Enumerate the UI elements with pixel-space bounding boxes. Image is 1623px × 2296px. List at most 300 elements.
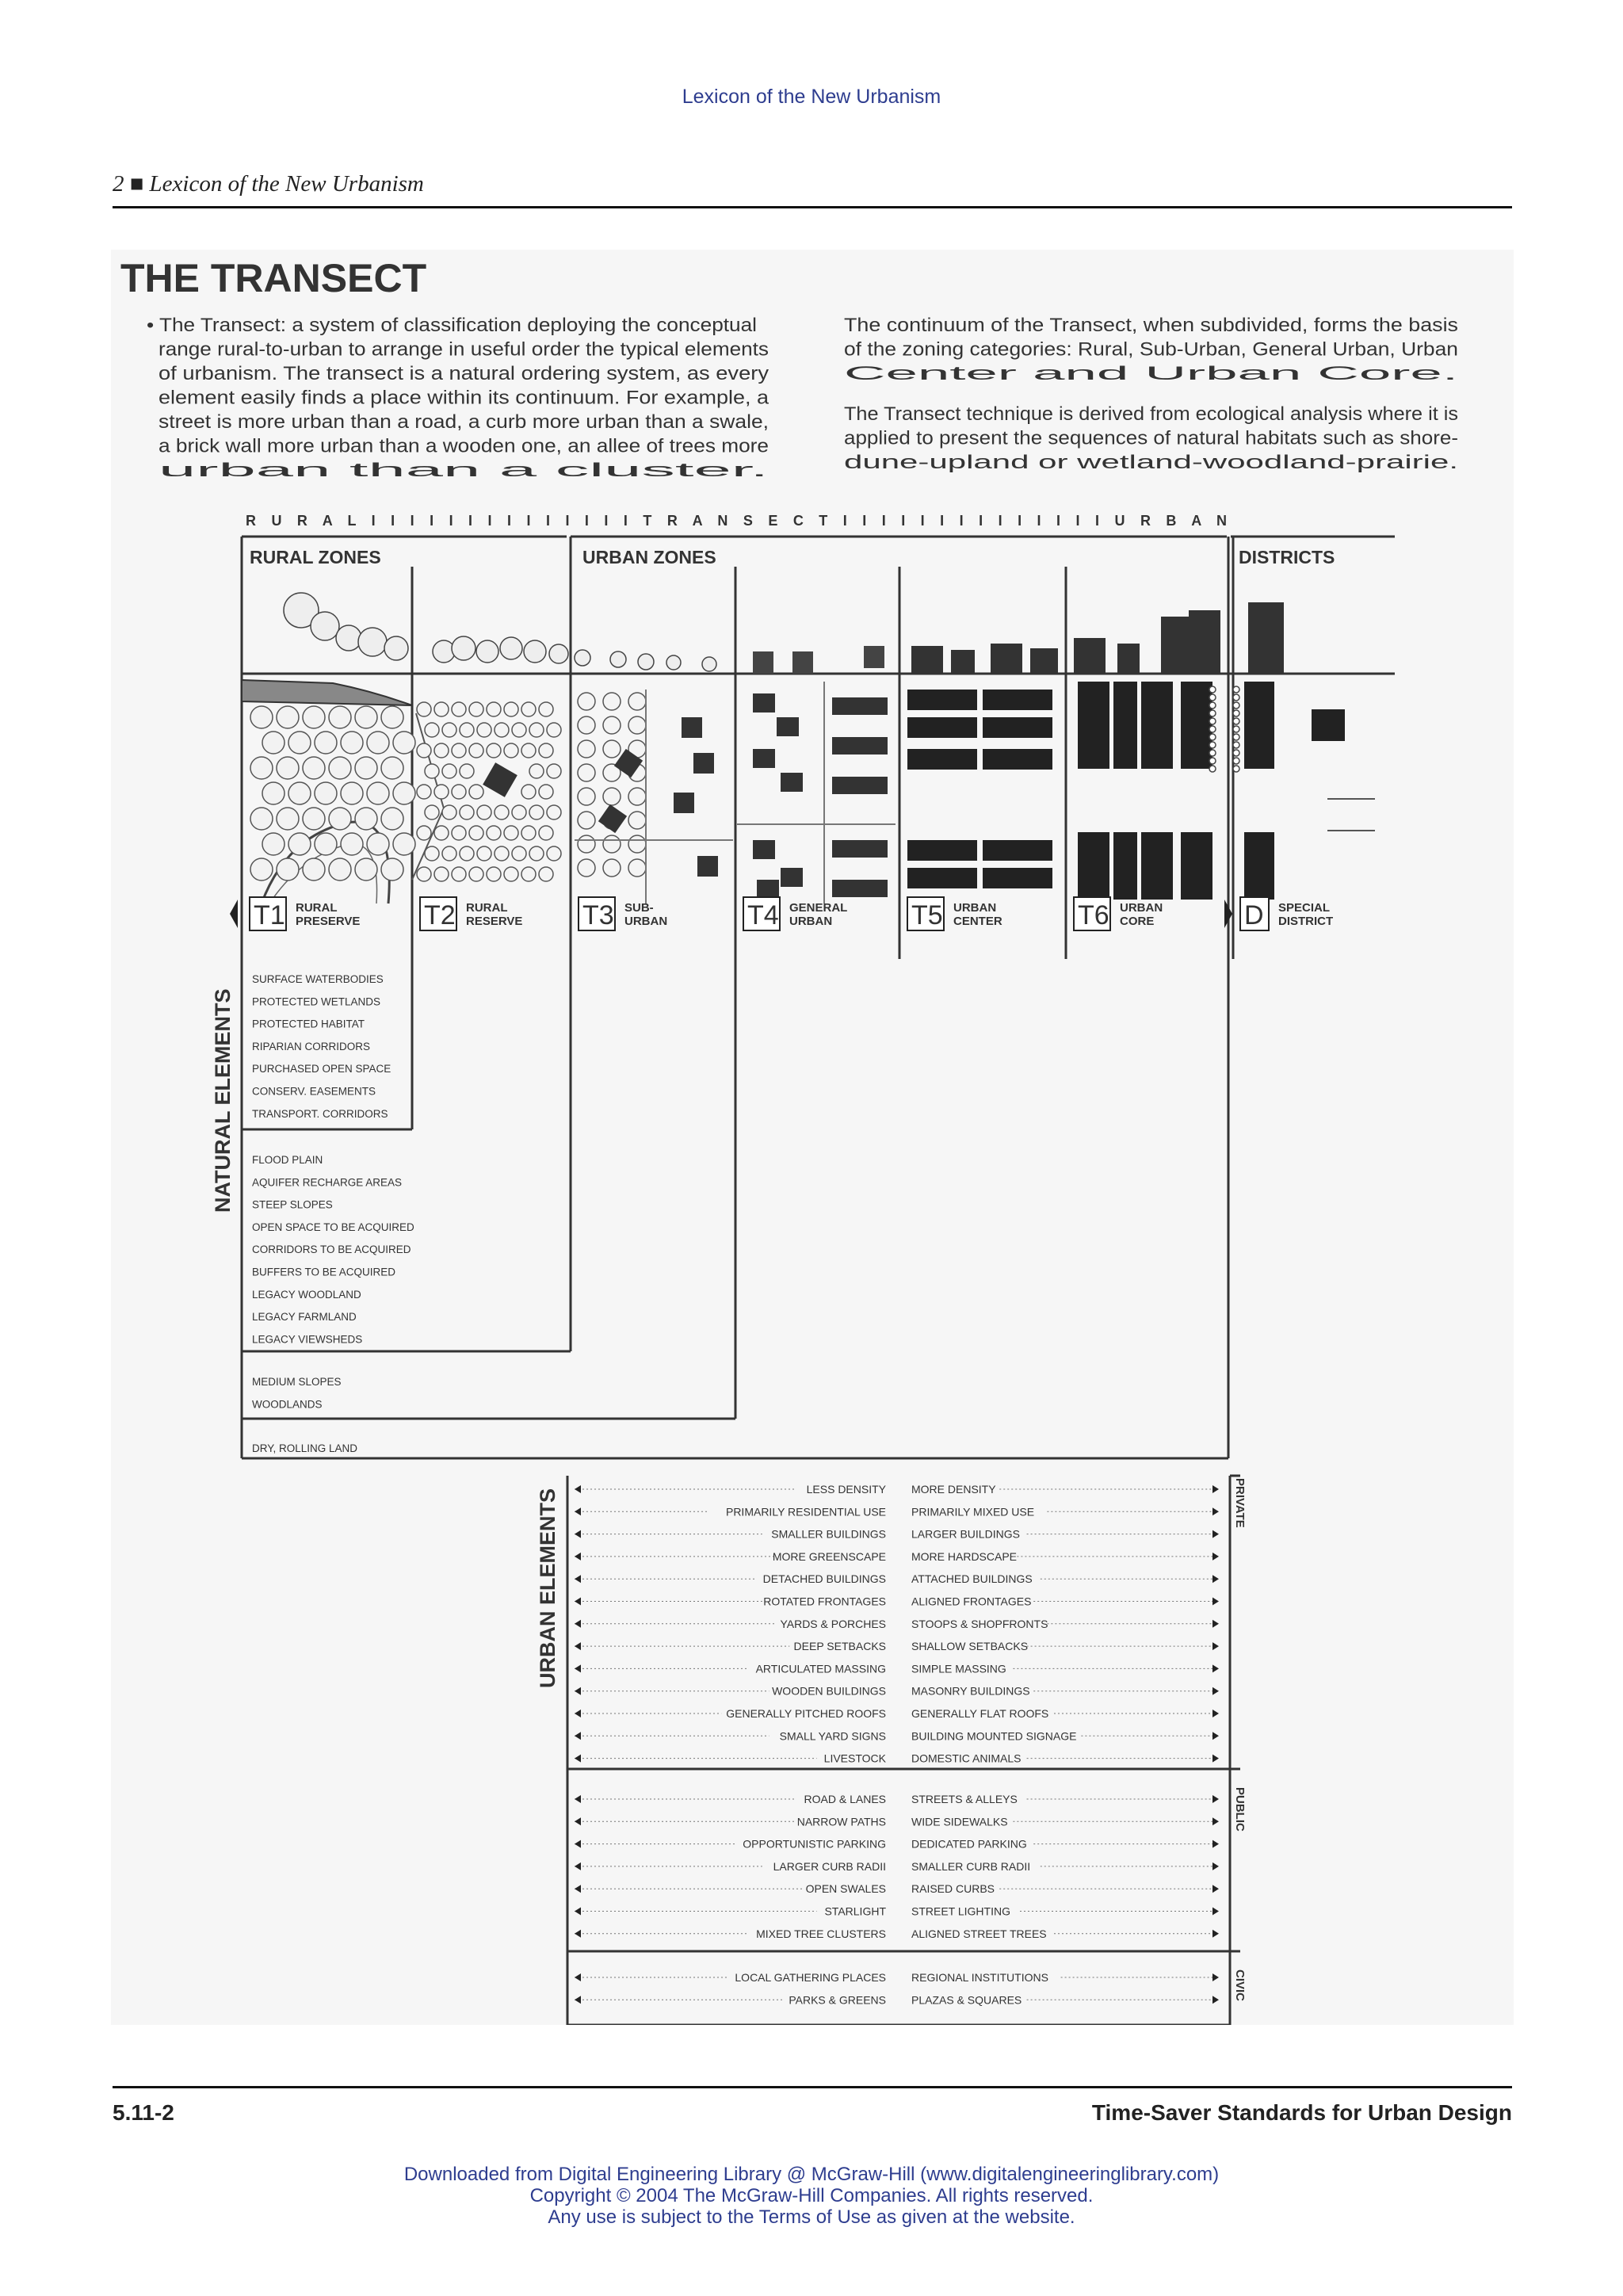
street-tree bbox=[1209, 766, 1216, 772]
natural-element-item: PROTECTED WETLANDS bbox=[252, 995, 381, 1008]
natural-element-item: LEGACY VIEWSHEDS bbox=[252, 1333, 363, 1346]
reserve-tree bbox=[434, 743, 449, 758]
arrow-left-mark bbox=[575, 1530, 581, 1538]
download-notice bbox=[0, 2164, 1623, 2228]
suburban-tree bbox=[578, 740, 595, 758]
arrow-left-mark bbox=[575, 1840, 581, 1848]
arrow-right-mark bbox=[1212, 1996, 1219, 2004]
reserve-tree bbox=[469, 826, 483, 840]
reserve-tree bbox=[434, 867, 449, 881]
urban-element-rural-side: WOODEN BUILDINGS bbox=[772, 1684, 886, 1698]
transect-diagram bbox=[111, 250, 1514, 2025]
arrow-left-mark bbox=[575, 1553, 581, 1561]
zone-code: T5 bbox=[911, 900, 943, 930]
rural-tree bbox=[303, 706, 325, 728]
street-tree bbox=[1209, 718, 1216, 724]
suburban-tree bbox=[628, 835, 646, 853]
reserve-tree bbox=[512, 805, 526, 819]
arrow-left-mark bbox=[575, 1664, 581, 1672]
rural-tree bbox=[250, 706, 273, 728]
reserve-tree bbox=[504, 743, 518, 758]
core-building bbox=[1141, 682, 1173, 769]
urban-element-urban-side: PRIMARILY MIXED USE bbox=[911, 1505, 1035, 1519]
natural-element-item: CONSERV. EASEMENTS bbox=[252, 1085, 376, 1098]
arrow-left-mark bbox=[575, 1710, 581, 1717]
natural-element-item: PROTECTED HABITAT bbox=[252, 1018, 365, 1030]
reserve-tree bbox=[460, 805, 474, 819]
urban-block bbox=[907, 868, 977, 888]
arrow-left-mark bbox=[575, 1755, 581, 1763]
rowhouse bbox=[832, 777, 888, 794]
urban-element-rural-side: DETACHED BUILDINGS bbox=[762, 1572, 886, 1586]
reserve-tree bbox=[425, 723, 439, 737]
reserve-tree bbox=[521, 743, 536, 758]
urban-element-rural-side: SMALL YARD SIGNS bbox=[779, 1729, 886, 1743]
suburban-house bbox=[697, 856, 718, 877]
rural-tree bbox=[277, 757, 299, 779]
urban-element-rural-side: PRIMARILY RESIDENTIAL USE bbox=[725, 1505, 886, 1519]
rural-tree bbox=[262, 732, 285, 754]
rural-tree bbox=[250, 808, 273, 830]
urban-element-urban-side: MORE DENSITY bbox=[911, 1483, 996, 1496]
natural-element-item: CORRIDORS TO BE ACQUIRED bbox=[252, 1244, 411, 1256]
urban-block bbox=[983, 749, 1052, 770]
intro-left-line: a brick wall more urban than a wooden one, an allee of trees more bbox=[158, 435, 769, 457]
rural-tree bbox=[355, 858, 377, 881]
zone-name: SUB- bbox=[624, 901, 654, 915]
farmhouse bbox=[483, 762, 517, 797]
reserve-tree bbox=[417, 867, 431, 881]
group-urban-zones: URBAN ZONES bbox=[582, 547, 716, 567]
rural-tree bbox=[393, 732, 415, 754]
urban-element-urban-side: ATTACHED BUILDINGS bbox=[911, 1572, 1033, 1586]
suburban-tree bbox=[578, 693, 595, 710]
core-skyline bbox=[1161, 617, 1189, 674]
urban-element-urban-side: MORE HARDSCAPE bbox=[911, 1549, 1018, 1563]
arrow-left-mark bbox=[575, 1507, 581, 1515]
reserve-tree bbox=[477, 805, 491, 819]
reserve-tree bbox=[487, 826, 501, 840]
rural-tree bbox=[277, 858, 299, 881]
urban-block bbox=[983, 690, 1052, 710]
suburban-tree bbox=[628, 693, 646, 710]
arrow-left-mark bbox=[575, 1862, 581, 1870]
street-tree bbox=[1209, 694, 1216, 701]
townhouse bbox=[757, 880, 779, 899]
townhouse bbox=[777, 717, 799, 736]
reserve-tree bbox=[460, 846, 474, 861]
reserve-tree bbox=[442, 846, 456, 861]
skyline-tree bbox=[549, 644, 568, 663]
reserve-tree bbox=[434, 785, 449, 799]
reserve-tree bbox=[495, 723, 509, 737]
suburban-house bbox=[674, 793, 694, 813]
urban-element-urban-side: SIMPLE MASSING bbox=[911, 1662, 1006, 1675]
zone-code: T1 bbox=[254, 900, 285, 930]
skyline-tree bbox=[702, 657, 716, 671]
skyline-tree bbox=[358, 628, 387, 656]
urban-element-rural-side: ROAD & LANES bbox=[804, 1793, 886, 1805]
reserve-tree bbox=[460, 723, 474, 737]
reserve-tree bbox=[469, 743, 483, 758]
suburban-tree bbox=[628, 788, 646, 805]
urban-element-urban-side: RAISED CURBS bbox=[911, 1882, 995, 1896]
rural-tree bbox=[329, 858, 351, 881]
page-number: 5.11-2 bbox=[113, 2100, 174, 2125]
natural-element-item: SURFACE WATERBODIES bbox=[252, 973, 384, 985]
public-label: PUBLIC bbox=[1233, 1787, 1247, 1832]
reserve-tree bbox=[487, 743, 501, 758]
arrow-left-mark bbox=[575, 1732, 581, 1740]
reserve-tree bbox=[417, 826, 431, 840]
urban-block bbox=[907, 840, 977, 861]
rural-tree bbox=[262, 833, 285, 855]
arrow-right-mark bbox=[1212, 1485, 1219, 1493]
intro-right-line: Center and Urban Core. bbox=[844, 363, 1458, 384]
street-tree bbox=[1233, 694, 1239, 701]
street-tree bbox=[1209, 758, 1216, 764]
reserve-tree bbox=[487, 702, 501, 716]
reserve-tree bbox=[529, 805, 544, 819]
skyline-tree bbox=[666, 655, 681, 670]
urban-block bbox=[983, 840, 1052, 861]
urban-block bbox=[907, 717, 977, 738]
intro-right-line: The continuum of the Transect, when subdivided, forms the basis bbox=[844, 315, 1458, 336]
skyline-tree bbox=[575, 650, 590, 666]
natural-element-item: OPEN SPACE TO BE ACQUIRED bbox=[252, 1221, 414, 1233]
rural-tree bbox=[262, 782, 285, 804]
civic-label: CIVIC bbox=[1233, 1969, 1247, 2002]
street-tree bbox=[1209, 734, 1216, 740]
reserve-tree bbox=[512, 723, 526, 737]
urban-block bbox=[983, 717, 1052, 738]
urban-element-rural-side: YARDS & PORCHES bbox=[780, 1617, 886, 1630]
rowhouse bbox=[832, 840, 888, 858]
urban-element-rural-side: LESS DENSITY bbox=[806, 1483, 886, 1496]
street-tree bbox=[1233, 750, 1239, 756]
urban-element-rural-side: SMALLER BUILDINGS bbox=[771, 1527, 886, 1541]
reserve-tree bbox=[487, 867, 501, 881]
arrow-right-mark bbox=[1212, 1553, 1219, 1561]
zone-code: T3 bbox=[582, 900, 614, 930]
natural-element-item: AQUIFER RECHARGE AREAS bbox=[252, 1176, 403, 1189]
reserve-tree bbox=[521, 785, 536, 799]
core-building bbox=[1113, 682, 1137, 769]
natural-elements-label: NATURAL ELEMENTS bbox=[211, 988, 235, 1213]
reserve-tree bbox=[425, 805, 439, 819]
reserve-tree bbox=[477, 723, 491, 737]
arrow-left-mark bbox=[575, 1687, 581, 1695]
arrow-right-mark bbox=[1212, 1642, 1219, 1650]
reserve-tree bbox=[539, 867, 553, 881]
district-building bbox=[1244, 682, 1274, 769]
core-building bbox=[1078, 832, 1109, 900]
arrow-left-mark bbox=[575, 1485, 581, 1493]
zone-code: T2 bbox=[424, 900, 456, 930]
reserve-tree bbox=[539, 785, 553, 799]
skyline-tree bbox=[610, 651, 626, 667]
skyline-building bbox=[1030, 648, 1058, 674]
arrow-right-mark bbox=[1212, 1908, 1219, 1916]
urban-element-rural-side: MORE GREENSCAPE bbox=[772, 1549, 886, 1563]
urban-element-urban-side: DOMESTIC ANIMALS bbox=[911, 1752, 1022, 1765]
urban-element-rural-side: GENERALLY PITCHED ROOFS bbox=[726, 1707, 886, 1720]
district-building bbox=[1244, 832, 1274, 900]
natural-element-item: LEGACY WOODLAND bbox=[252, 1288, 361, 1301]
suburban-house bbox=[693, 753, 714, 774]
rowhouse bbox=[832, 737, 888, 755]
urban-element-rural-side: LARGER CURB RADII bbox=[773, 1859, 886, 1873]
natural-element-item: MEDIUM SLOPES bbox=[252, 1376, 342, 1388]
rural-tree bbox=[315, 782, 337, 804]
reserve-tree bbox=[529, 846, 544, 861]
arrow-right-mark bbox=[1212, 1862, 1219, 1870]
arrow-right-mark bbox=[1212, 1930, 1219, 1938]
reserve-tree bbox=[469, 867, 483, 881]
suburban-tree bbox=[578, 716, 595, 734]
urban-element-urban-side: STREETS & ALLEYS bbox=[911, 1793, 1018, 1805]
suburban-tree bbox=[603, 859, 621, 877]
reserve-tree bbox=[452, 702, 466, 716]
arrow-left-mark bbox=[575, 1885, 581, 1893]
core-skyline bbox=[1074, 638, 1106, 674]
intro-left-line: of urbanism. The transect is a natural ordering system, as every bbox=[158, 363, 769, 384]
urban-block bbox=[907, 690, 977, 710]
copyright-line: Copyright © 2004 The McGraw-Hill Companies. All rights reserved. bbox=[529, 2185, 1094, 2206]
rural-tree bbox=[367, 732, 389, 754]
rowhouse bbox=[832, 880, 888, 897]
rural-tree bbox=[341, 833, 363, 855]
rural-tree bbox=[329, 757, 351, 779]
reserve-tree bbox=[452, 743, 466, 758]
rural-tree bbox=[315, 732, 337, 754]
urban-element-rural-side: STARLIGHT bbox=[824, 1904, 886, 1918]
suburban-tree bbox=[603, 740, 621, 758]
arrow-right-mark bbox=[1212, 1598, 1219, 1606]
rural-tree bbox=[277, 706, 299, 728]
urban-element-urban-side: PLAZAS & SQUARES bbox=[911, 1993, 1022, 2007]
street-tree bbox=[1233, 742, 1239, 748]
rural-tree bbox=[303, 858, 325, 881]
core-skyline bbox=[1189, 610, 1220, 674]
zone-code: D bbox=[1244, 900, 1264, 930]
arrow-right-mark bbox=[1212, 1507, 1219, 1515]
skyline-building bbox=[911, 646, 943, 674]
reserve-tree bbox=[469, 702, 483, 716]
reserve-tree bbox=[425, 846, 439, 861]
zone-code: T4 bbox=[747, 900, 779, 930]
water-edge bbox=[242, 680, 412, 705]
reserve-tree bbox=[521, 826, 536, 840]
natural-element-item: PURCHASED OPEN SPACE bbox=[252, 1063, 391, 1075]
rural-tree bbox=[381, 858, 403, 881]
reserve-tree bbox=[539, 702, 553, 716]
street-tree bbox=[1209, 686, 1216, 693]
group-rural-zones: RURAL ZONES bbox=[250, 547, 381, 567]
townhouse bbox=[781, 868, 803, 887]
skyline-tree bbox=[384, 636, 408, 660]
rural-tree bbox=[355, 808, 377, 830]
core-building bbox=[1181, 832, 1212, 900]
street-tree bbox=[1233, 686, 1239, 693]
download-line: Downloaded from Digital Engineering Library @ McGraw-Hill (www.digitalengineeringlibrary.com) bbox=[403, 2164, 1220, 2185]
core-building bbox=[1181, 682, 1212, 769]
zone-name: GENERAL bbox=[789, 901, 848, 915]
townhouse bbox=[781, 773, 803, 792]
suburban-tree bbox=[578, 788, 595, 805]
core-building bbox=[1141, 832, 1173, 900]
rural-tree bbox=[355, 706, 377, 728]
suburban-tree bbox=[603, 788, 621, 805]
arrow-right-mark bbox=[1212, 1710, 1219, 1717]
reserve-tree bbox=[539, 826, 553, 840]
urban-element-urban-side: MASONRY BUILDINGS bbox=[911, 1684, 1030, 1698]
rural-tree bbox=[393, 833, 415, 855]
urban-element-rural-side: LIVESTOCK bbox=[823, 1752, 886, 1765]
rowhouse bbox=[832, 697, 888, 715]
urban-element-rural-side: OPPORTUNISTIC PARKING bbox=[743, 1837, 886, 1851]
zone-name: RURAL bbox=[466, 901, 508, 915]
intro-left-line: range rural-to-urban to arrange in useful order the typical elements bbox=[158, 338, 769, 361]
zone-name: URBAN bbox=[624, 915, 668, 928]
core-building bbox=[1078, 682, 1109, 769]
reserve-tree bbox=[512, 846, 526, 861]
district-skyline bbox=[1248, 602, 1284, 674]
reserve-tree bbox=[495, 805, 509, 819]
urban-element-rural-side: LOCAL GATHERING PLACES bbox=[735, 1971, 886, 1984]
street-tree bbox=[1233, 734, 1239, 740]
suburban-tree bbox=[603, 835, 621, 853]
urban-element-rural-side: OPEN SWALES bbox=[805, 1882, 886, 1896]
zone-name: URBAN bbox=[1120, 901, 1163, 915]
suburban-house bbox=[598, 804, 627, 833]
arrow-right-mark bbox=[1212, 1973, 1219, 1981]
reserve-tree bbox=[521, 867, 536, 881]
suburban-tree bbox=[578, 835, 595, 853]
rural-tree bbox=[367, 782, 389, 804]
urban-element-rural-side: PARKS & GREENS bbox=[789, 1993, 886, 2007]
reserve-tree bbox=[547, 805, 561, 819]
zone-name: CORE bbox=[1120, 915, 1155, 928]
core-building bbox=[1113, 832, 1137, 900]
arrow-right-mark bbox=[1212, 1620, 1219, 1628]
natural-element-item: TRANSPORT. CORRIDORS bbox=[252, 1107, 388, 1120]
footer-rule bbox=[113, 2086, 1512, 2088]
reserve-tree bbox=[547, 846, 561, 861]
street-tree bbox=[1233, 710, 1239, 716]
arrow-left-mark bbox=[575, 1620, 581, 1628]
reserve-tree bbox=[417, 743, 431, 758]
arrow-right-mark bbox=[1212, 1840, 1219, 1848]
urban-element-rural-side: ROTATED FRONTAGES bbox=[763, 1595, 886, 1608]
natural-element-item: LEGACY FARMLAND bbox=[252, 1311, 357, 1324]
urban-element-urban-side: STOOPS & SHOPFRONTS bbox=[911, 1617, 1048, 1630]
reserve-tree bbox=[417, 785, 431, 799]
reserve-tree bbox=[477, 846, 491, 861]
street-tree bbox=[1209, 750, 1216, 756]
intro-left-line: urban than a cluster. bbox=[158, 460, 769, 481]
zone-name: PRESERVE bbox=[296, 915, 361, 928]
urban-element-rural-side: MIXED TREE CLUSTERS bbox=[756, 1927, 886, 1940]
reserve-tree bbox=[539, 743, 553, 758]
townhouse bbox=[753, 693, 775, 712]
reserve-tree bbox=[529, 764, 544, 778]
suburban-tree bbox=[578, 812, 595, 829]
rural-tree bbox=[329, 808, 351, 830]
urban-element-urban-side: BUILDING MOUNTED SIGNAGE bbox=[911, 1729, 1077, 1743]
rural-tree bbox=[303, 808, 325, 830]
reserve-tree bbox=[434, 826, 449, 840]
transect-figure bbox=[111, 250, 1514, 2025]
reserve-tree bbox=[460, 764, 474, 778]
zone-code: T6 bbox=[1078, 900, 1109, 930]
street-tree bbox=[1209, 702, 1216, 709]
intro-left-line: street is more urban than a road, a curb more urban than a swale, bbox=[158, 411, 769, 433]
page-banner: Lexicon of the New Urbanism bbox=[682, 86, 941, 108]
reserve-tree bbox=[495, 846, 509, 861]
rural-tree bbox=[341, 782, 363, 804]
suburban-house bbox=[682, 717, 702, 738]
reserve-tree bbox=[504, 702, 518, 716]
rural-tree bbox=[250, 858, 273, 881]
urban-element-urban-side: DEDICATED PARKING bbox=[911, 1837, 1027, 1851]
reserve-tree bbox=[529, 723, 544, 737]
zone-name: CENTER bbox=[953, 915, 1002, 928]
header-rule bbox=[113, 206, 1512, 208]
suburban-tree bbox=[628, 859, 646, 877]
book-title: Time-Saver Standards for Urban Design bbox=[1091, 2100, 1512, 2125]
street-tree bbox=[1233, 766, 1239, 772]
zone-name: DISTRICT bbox=[1278, 915, 1334, 928]
rural-tree bbox=[393, 782, 415, 804]
arrow-left-mark bbox=[575, 1642, 581, 1650]
arrow-left-mark bbox=[575, 1795, 581, 1803]
natural-element-item: DRY, ROLLING LAND bbox=[252, 1442, 358, 1454]
intro-left-line: • The Transect: a system of classification deploying the conceptual bbox=[147, 315, 758, 336]
street-tree bbox=[1233, 702, 1239, 709]
arrow-right-mark bbox=[1212, 1755, 1219, 1763]
urban-element-urban-side: SHALLOW SETBACKS bbox=[911, 1640, 1029, 1653]
rural-tree bbox=[315, 833, 337, 855]
group-districts: DISTRICTS bbox=[1239, 547, 1335, 567]
skyline-tree bbox=[638, 654, 654, 670]
natural-element-item: WOODLANDS bbox=[252, 1398, 323, 1411]
private-label: PRIVATE bbox=[1233, 1478, 1247, 1528]
natural-element-item: BUFFERS TO BE ACQUIRED bbox=[252, 1266, 396, 1278]
rural-tree bbox=[250, 757, 273, 779]
rural-tree bbox=[329, 706, 351, 728]
natural-element-item: FLOOD PLAIN bbox=[252, 1154, 323, 1166]
arrow-right-mark bbox=[1212, 1530, 1219, 1538]
reserve-tree bbox=[547, 764, 561, 778]
reserve-tree bbox=[434, 702, 449, 716]
skyline-tree bbox=[311, 612, 339, 640]
intro-right-line: of the zoning categories: Rural, Sub-Urban, General Urban, Urban bbox=[844, 338, 1458, 361]
reserve-tree bbox=[452, 867, 466, 881]
urban-block bbox=[983, 868, 1052, 888]
natural-element-item: RIPARIAN CORRIDORS bbox=[252, 1040, 371, 1052]
rural-tree bbox=[381, 706, 403, 728]
arrow-right-mark bbox=[1212, 1575, 1219, 1583]
reserve-tree bbox=[469, 785, 483, 799]
arrow-left-mark bbox=[575, 1996, 581, 2004]
urban-elements-label: URBAN ELEMENTS bbox=[536, 1488, 559, 1688]
arrow-right-mark bbox=[1212, 1817, 1219, 1825]
suburban-tree bbox=[628, 716, 646, 734]
urban-element-rural-side: ARTICULATED MASSING bbox=[755, 1662, 886, 1675]
urban-element-urban-side: GENERALLY FLAT ROOFS bbox=[911, 1707, 1049, 1720]
running-head: 2 ■ Lexicon of the New Urbanism bbox=[113, 171, 424, 197]
